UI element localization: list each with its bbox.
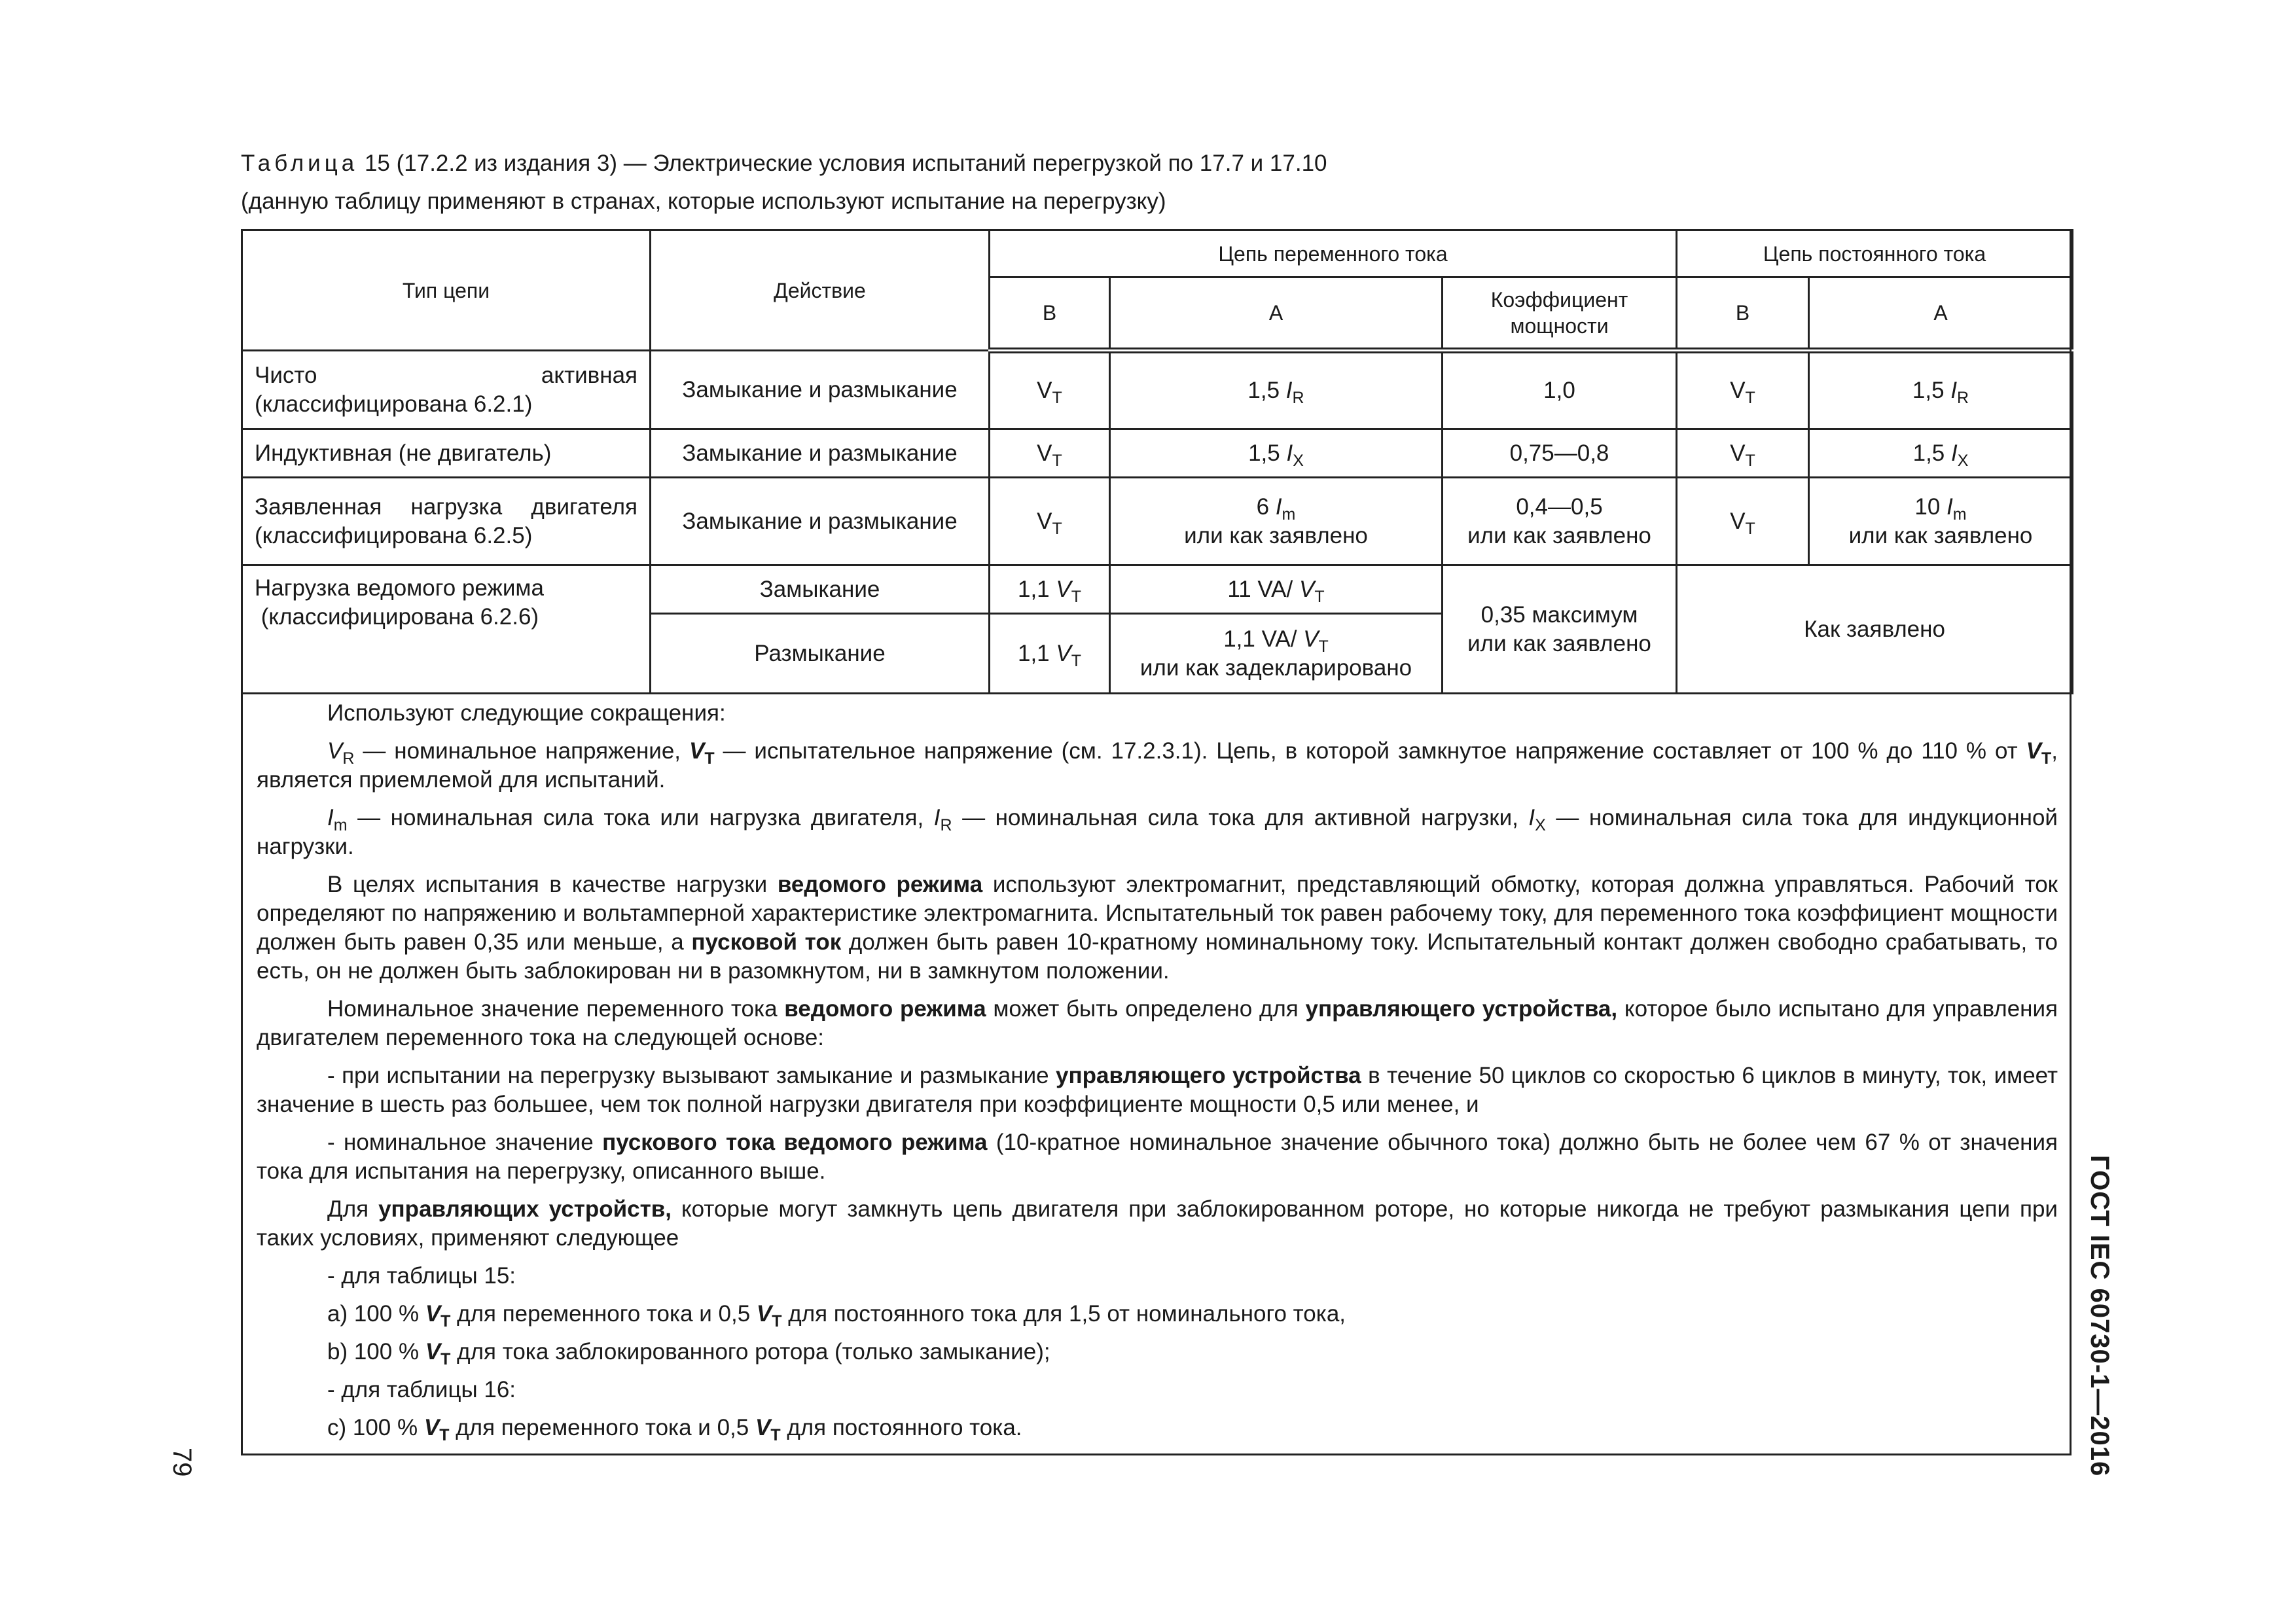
text: — номинальное напряжение,	[354, 738, 689, 764]
symbol-i: I	[1275, 493, 1282, 520]
table-row	[242, 429, 2073, 478]
page-number: 79	[168, 1448, 196, 1477]
subscript: m	[333, 816, 348, 834]
text: может быть определено для	[986, 996, 1306, 1022]
table-caption	[241, 149, 1327, 178]
text: для тока заблокированного ротора (только замыкание);	[450, 1339, 1050, 1364]
row-resistive-dc-a	[1809, 351, 2073, 429]
table-caption-note: (данную таблицу применяют в странах, которые используют испытание на перегрузку)	[241, 188, 1166, 214]
text: c) 100 %	[327, 1415, 424, 1440]
subscript: T	[772, 1312, 782, 1330]
symbol-v: V	[423, 1415, 440, 1440]
symbol-i: I	[1285, 378, 1293, 403]
type-line2: (классифицирована 6.2.6)	[255, 604, 539, 630]
subscript: m	[1952, 505, 1967, 524]
header-dc-voltage: В	[1677, 277, 1809, 351]
caption-title: 15 (17.2.2 из издания 3) — Электрические условия испытаний перегрузкой по 17.7 и 17.10	[358, 151, 1327, 176]
symbol-v: V	[1299, 576, 1315, 602]
note-table16-heading: - для таблицы 16:	[327, 1377, 516, 1402]
subscript: T	[1745, 519, 1755, 538]
value: 10	[1914, 493, 1947, 520]
note-list-item-2	[257, 1128, 2058, 1186]
row-pilot-make-a	[1110, 565, 1443, 614]
row-pilot-dc: Как заявлено	[1677, 565, 2073, 694]
value: 1,1 VA/	[1223, 626, 1304, 652]
symbol-v: V	[1730, 440, 1746, 466]
row-resistive-type: Чисто активная (классифицирована 6.2.1)	[242, 351, 651, 429]
term: пускового тока ведомого режима	[602, 1130, 988, 1155]
symbol-v: V	[425, 1301, 441, 1327]
text: для постоянного тока для 1,5 от номинального тока,	[781, 1301, 1346, 1327]
subscript: T	[1071, 651, 1082, 670]
text: a) 100 %	[327, 1301, 425, 1327]
symbol-v: V	[1303, 626, 1319, 652]
symbol-i: I	[1951, 440, 1958, 466]
subscript: T	[440, 1350, 451, 1368]
note-ac-rating	[257, 995, 2058, 1052]
text: , является приемлемой для испытаний.	[257, 738, 2058, 793]
row-pilot-break-a	[1110, 614, 1443, 694]
table-row	[242, 478, 2073, 565]
row-pilot-type	[242, 565, 651, 694]
subscript: T	[1745, 451, 1755, 470]
subscript: T	[440, 1312, 451, 1330]
note-locked-rotor	[257, 1195, 2058, 1253]
symbol-v: V	[1730, 378, 1746, 403]
row-pilot-pf	[1443, 565, 1677, 694]
value: 1,5	[1912, 378, 1951, 403]
value: 1,5	[1912, 440, 1951, 466]
term: ведомого режима	[784, 996, 986, 1022]
symbol-v: V	[1056, 576, 1071, 602]
row-pilot-make-action: Замыкание	[651, 565, 990, 614]
text: Для	[327, 1196, 379, 1222]
subscript: T	[1071, 587, 1082, 606]
row-inductive-ac-a	[1110, 429, 1443, 478]
subscript: X	[1293, 451, 1304, 470]
note-item-b	[257, 1338, 2058, 1366]
row-pilot-break-action: Размыкание	[651, 614, 990, 694]
header-pf-line2: мощности	[1510, 314, 1609, 338]
text: должен быть равен 10-кратному номинальному току. Испытательный контакт должен свободно срабатывать, то есть, он не должен быть заблокирован ни в разомкнутом, ни в замкнутом положении.	[257, 929, 2058, 984]
symbol-v: V	[425, 1339, 441, 1364]
symbol-v: V	[1056, 640, 1071, 666]
type-line1: Нагрузка ведомого режима	[255, 575, 544, 601]
subscript: T	[1745, 389, 1755, 407]
value-note: или как заявлено	[1467, 522, 1651, 548]
text: (10-кратное номинальное значение обычного тока) должно быть не более чем 67 % от значения тока для испытания на перегрузку, описанного выше.	[257, 1130, 2058, 1184]
row-inductive-action: Замыкание и размыкание	[651, 429, 990, 478]
document-standard-title: ГОСТ IEC 60730-1—2016	[2085, 1155, 2114, 1477]
row-resistive-ac-v	[990, 351, 1110, 429]
value-note: или как заявлено	[1848, 522, 2033, 548]
header-ac-voltage: В	[990, 277, 1110, 351]
subscript: X	[1957, 451, 1969, 470]
table-row	[242, 565, 2073, 614]
header-action: Действие	[651, 230, 990, 351]
value: 6	[1256, 493, 1276, 520]
term: управляющего устройства,	[1305, 996, 1618, 1022]
subscript: X	[1535, 816, 1546, 834]
row-inductive-dc-v	[1677, 429, 1809, 478]
subscript: T	[704, 749, 715, 768]
subscript: T	[439, 1426, 450, 1444]
symbol-i: I	[933, 805, 941, 830]
table-row	[242, 351, 2073, 429]
row-resistive-ac-a	[1110, 351, 1443, 429]
subscript: R	[1292, 389, 1304, 407]
header-power-factor	[1443, 277, 1677, 351]
note-currents	[257, 804, 2058, 861]
text: b) 100 %	[327, 1339, 425, 1364]
text: используют электромагнит, представляющий обмотку, которая должна управляться. Рабочий ток определяют по напряжению и вольтамперной характеристике электромагнита. Испытательный ток равен рабочему току, для переменного тока коэффициент мощности должен быть равен 0,35 или меньше, а	[257, 872, 2058, 955]
symbol-i: I	[1528, 805, 1535, 830]
overload-conditions-table	[241, 229, 2073, 694]
symbol-v: V	[1037, 508, 1052, 534]
text: для постоянного тока.	[780, 1415, 1022, 1440]
term: пусковой ток	[691, 929, 842, 955]
subscript: T	[2041, 749, 2052, 768]
symbol-v: V	[689, 738, 705, 764]
header-circuit-type: Тип цепи	[242, 230, 651, 351]
symbol-v: V	[756, 1301, 772, 1327]
row-motor-ac-a	[1110, 478, 1443, 565]
text: — испытательное напряжение (см. 17.2.3.1). Цепь, в которой замкнутое напряжение составляет от 100 % до 110 % от	[714, 738, 2026, 764]
symbol-v: V	[1730, 508, 1746, 534]
note-intro: Используют следующие сокращения:	[327, 700, 726, 726]
row-inductive-pf: 0,75—0,8	[1443, 429, 1677, 478]
value: 1,5	[1247, 378, 1286, 403]
term: управляющего устройства	[1056, 1063, 1361, 1088]
text: в течение 50 циклов со скоростью 6 циклов в минуту, ток, имеет значение в шесть раз большее, чем ток полной нагрузки двигателя при коэффициенте мощности 0,5 или менее, и	[257, 1063, 2058, 1117]
symbol-i: I	[1286, 440, 1293, 466]
row-resistive-dc-v	[1677, 351, 1809, 429]
text: — номинальная сила тока или нагрузка двигателя,	[347, 805, 934, 830]
text: для переменного тока и 0,5	[449, 1415, 755, 1440]
row-motor-action: Замыкание и размыкание	[651, 478, 990, 565]
value-note: или как заявлено	[1184, 522, 1368, 548]
row-resistive-action: Замыкание и размыкание	[651, 351, 990, 429]
header-dc-current: А	[1809, 277, 2073, 351]
row-resistive-pf: 1,0	[1443, 351, 1677, 429]
symbol-i: I	[327, 805, 334, 830]
note-item-c	[257, 1414, 2058, 1442]
term: управляющих устройств,	[378, 1196, 672, 1222]
symbol-v: V	[2026, 738, 2041, 764]
table-notes	[257, 699, 2058, 1452]
note-pilot-duty	[257, 870, 2058, 986]
row-pilot-make-v	[990, 565, 1110, 614]
value: 1,5	[1248, 440, 1287, 466]
subscript: T	[1318, 637, 1329, 656]
text: для переменного тока и 0,5	[450, 1301, 757, 1327]
note-table15-heading: - для таблицы 15:	[327, 1263, 516, 1289]
text: — номинальная сила тока для индукционной нагрузки.	[257, 805, 2058, 859]
text: В целях испытания в качестве нагрузки	[327, 872, 778, 897]
header-dc-circuit: Цепь постоянного тока	[1677, 230, 2073, 277]
row-motor-ac-v	[990, 478, 1110, 565]
symbol-v: V	[755, 1415, 771, 1440]
symbol-v: V	[1037, 440, 1052, 466]
value: 1,1	[1017, 640, 1056, 666]
text: - при испытании на перегрузку вызывают замыкание и размыкание	[327, 1063, 1056, 1088]
caption-label: Таблица	[241, 151, 359, 176]
row-motor-dc-a	[1809, 478, 2073, 565]
row-motor-type: Заявленная нагрузка двигателя (классифицирована 6.2.5)	[242, 478, 651, 565]
symbol-v: V	[1037, 378, 1052, 403]
subscript: R	[1957, 389, 1969, 407]
header-pf-line1: Коэффициент	[1490, 288, 1628, 312]
subscript: T	[1314, 587, 1325, 606]
symbol-i: I	[1950, 378, 1958, 403]
row-motor-dc-v	[1677, 478, 1809, 565]
text: которые могут замкнуть цепь двигателя при заблокированном роторе, но которые никогда не требуют размыкания цепи при таких условиях, применяют следующее	[257, 1196, 2058, 1251]
subscript: R	[940, 816, 952, 834]
value-note: или как задекларировано	[1139, 654, 1412, 681]
text: - номинальное значение	[327, 1130, 603, 1155]
row-inductive-dc-a	[1809, 429, 2073, 478]
row-pilot-break-v	[990, 614, 1110, 694]
header-ac-circuit: Цепь переменного тока	[990, 230, 1677, 277]
value: 0,35 максимум	[1480, 601, 1638, 628]
symbol-i: I	[1946, 493, 1953, 520]
subscript: m	[1282, 505, 1296, 524]
symbol-v: V	[327, 738, 343, 764]
text: Номинальное значение переменного тока	[327, 996, 785, 1022]
row-motor-pf	[1443, 478, 1677, 565]
header-ac-current: А	[1110, 277, 1443, 351]
subscript: T	[1052, 389, 1062, 407]
subscript: T	[770, 1426, 781, 1444]
text: которое было испытано для управления двигателем переменного тока на следующей основе:	[257, 996, 2058, 1050]
value-note: или как заявлено	[1467, 630, 1651, 656]
term: ведомого режима	[777, 872, 983, 897]
subscript: R	[342, 749, 355, 768]
note-list-item-1	[257, 1061, 2058, 1119]
row-inductive-ac-v	[990, 429, 1110, 478]
note-item-a	[257, 1300, 2058, 1329]
note-voltages	[257, 737, 2058, 794]
value: 0,4—0,5	[1516, 493, 1603, 520]
value: 11 VA/	[1227, 576, 1299, 602]
text: — номинальная сила тока для активной нагрузки,	[952, 805, 1529, 830]
subscript: T	[1052, 451, 1062, 470]
value: 1,1	[1017, 576, 1056, 602]
subscript: T	[1052, 519, 1062, 538]
row-inductive-type: Индуктивная (не двигатель)	[242, 429, 651, 478]
